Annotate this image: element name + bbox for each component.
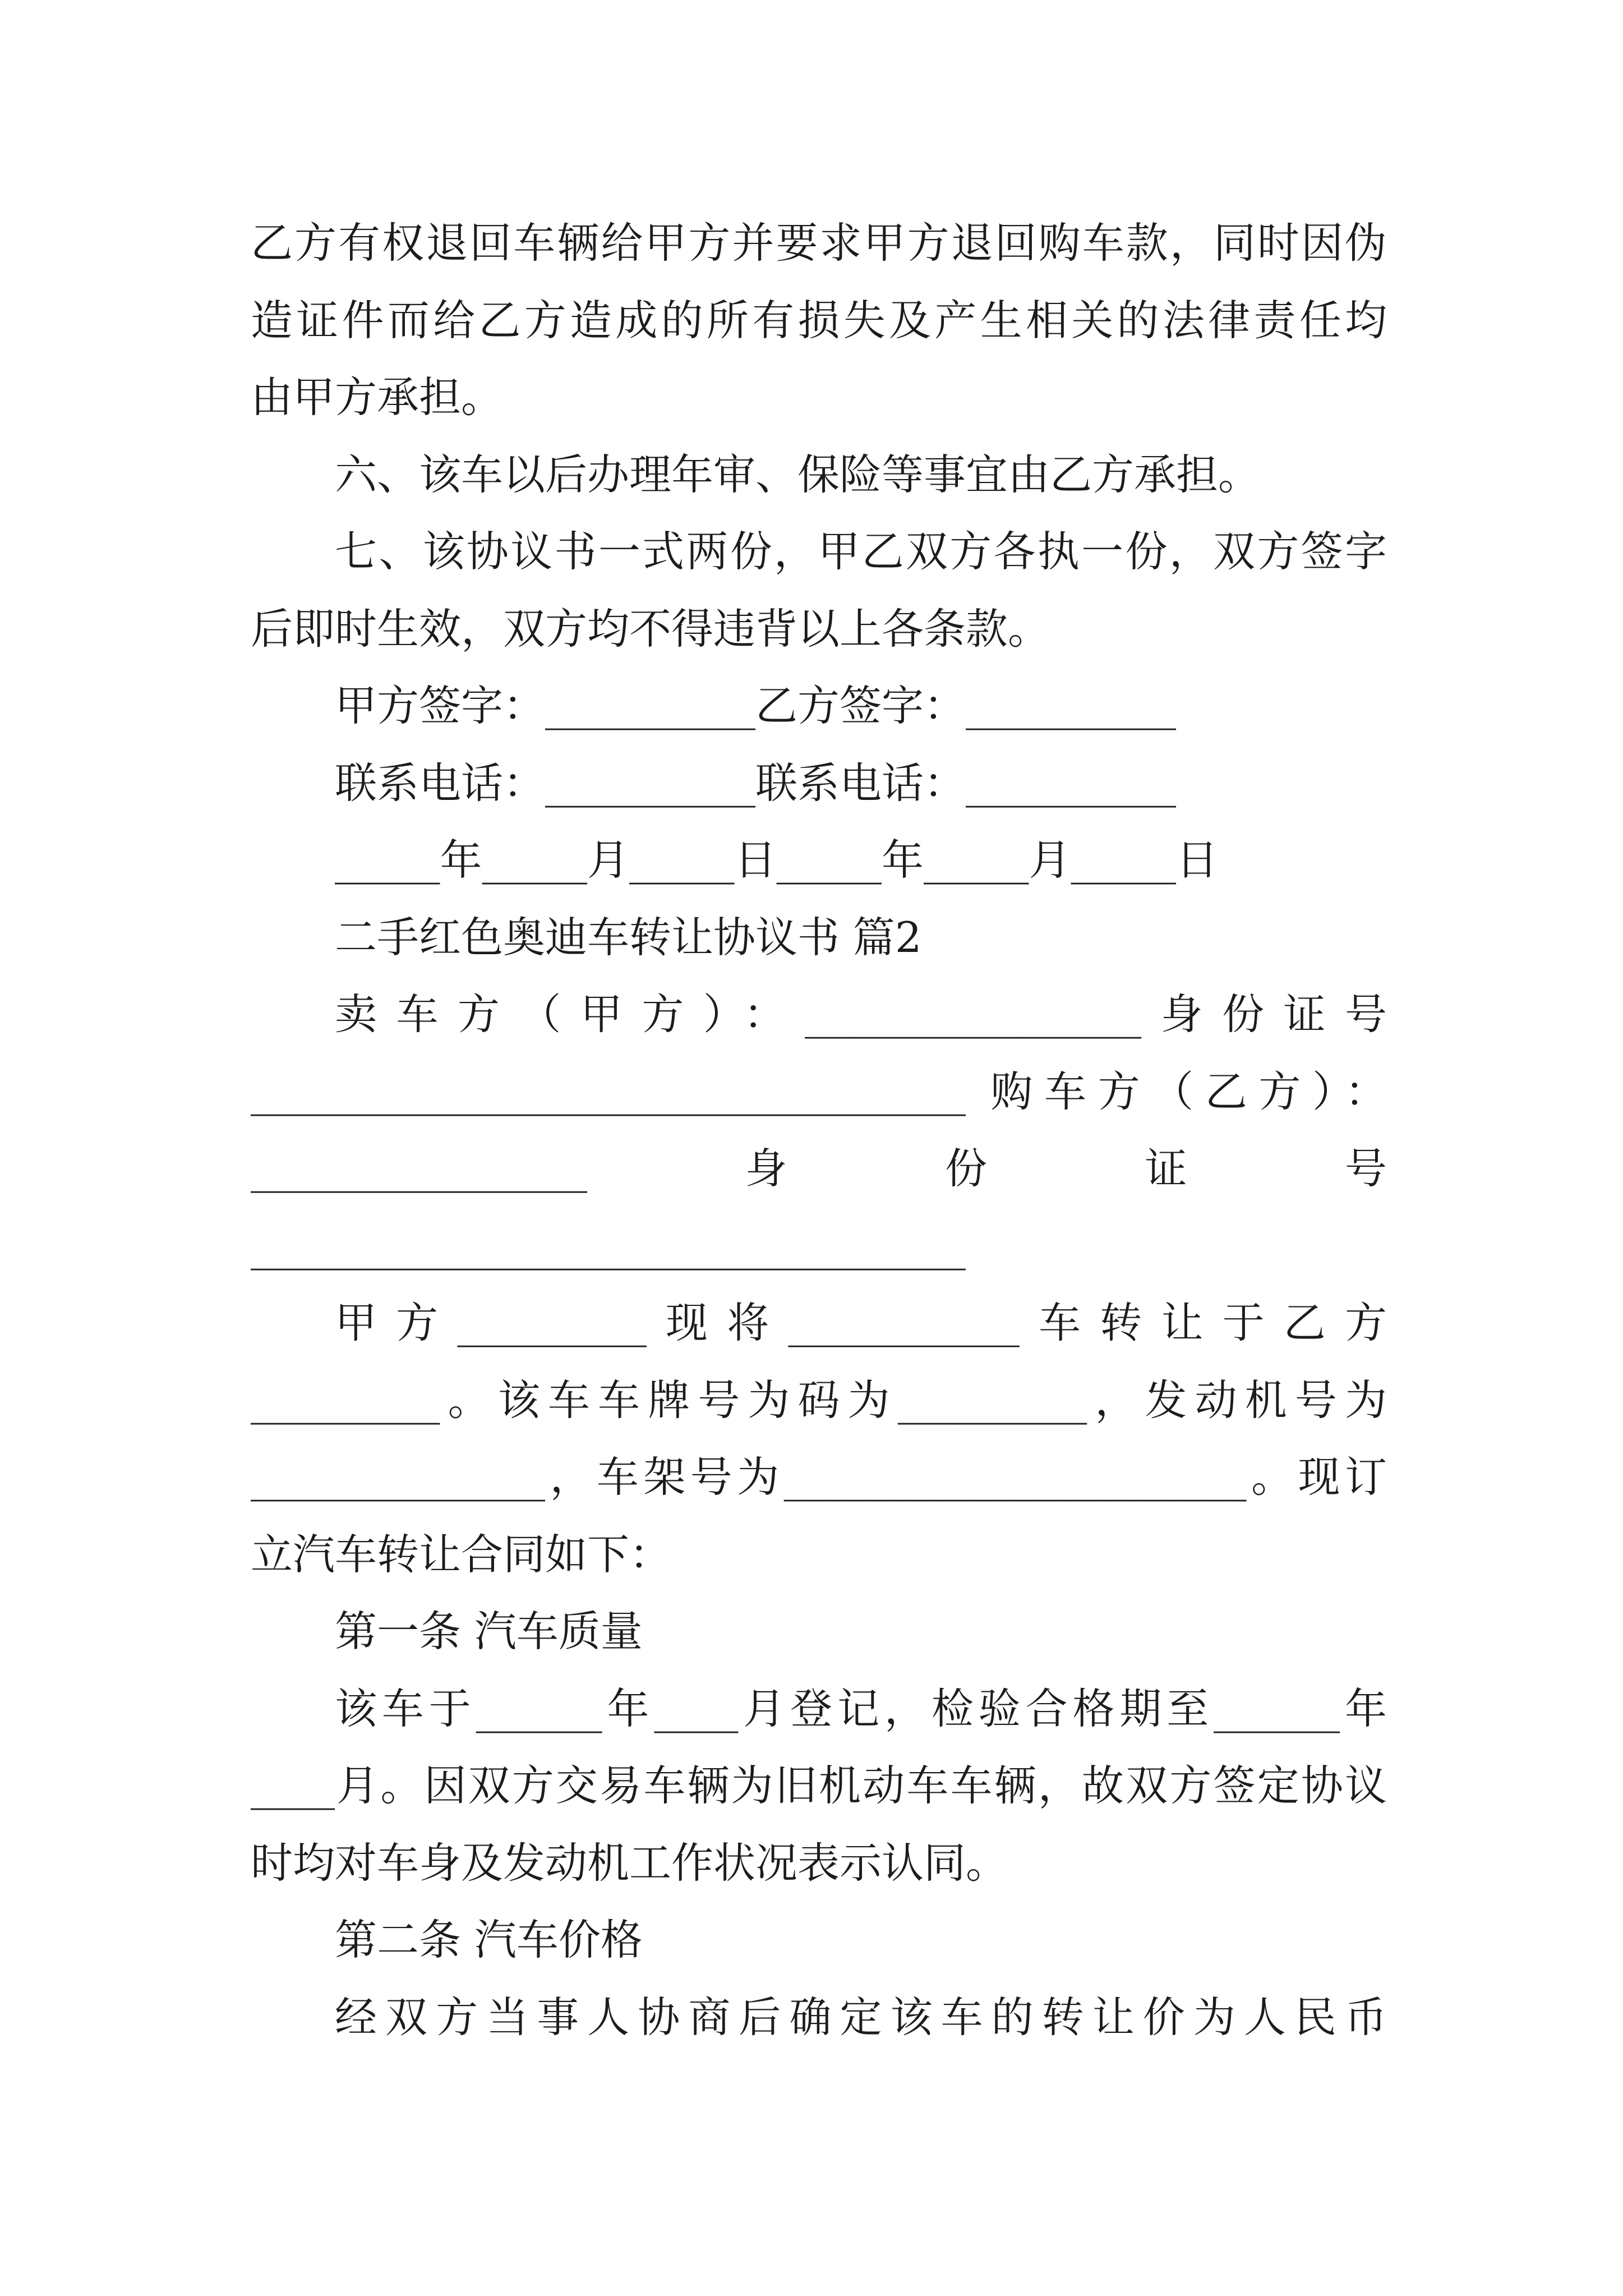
parties-line-2: __________________________________ 购车方（乙方）：: [251, 1066, 1387, 1116]
signature-row: [251, 668, 1387, 745]
party-b-date: _____年_____月_____日: [776, 835, 1219, 885]
clause-7-line-1: 七、该协议书一式两份，甲乙双方各执一份，双方签字: [335, 527, 1387, 576]
article-1-line-1: 该车于______年____月登记，检验合格期至______年: [335, 1683, 1387, 1733]
party-b-signature-blank: __________: [966, 681, 1177, 730]
party-a-phone-label: 联系电话：: [335, 758, 546, 808]
transfer-line-3: ______________，车架号为______________________。现订: [251, 1452, 1387, 1502]
article-1-line-2: ____月。因双方交易车辆为旧机动车车辆，故双方签定协议: [251, 1761, 1387, 1810]
transfer-line-2: _________。该车车牌号为码为_________，发动机号为: [251, 1375, 1387, 1425]
article-2-line-1: 经双方当事人协商后确定该车的转让价为人民币: [335, 1992, 1387, 2042]
transfer-line-1: 甲方_________现将___________车转让于乙方: [335, 1298, 1387, 1347]
party-a-date: _____年_____月_____日: [335, 835, 777, 885]
date-row: [251, 822, 1387, 899]
party-a-signature-blank: __________: [545, 681, 756, 730]
parties-line-4: __________________________________: [251, 1221, 966, 1271]
document-body: [251, 205, 1387, 2056]
transfer-line-4: 立汽车转让合同如下：: [251, 1529, 672, 1579]
clause-5-line-2: 造证件而给乙方造成的所有损失及产生相关的法律责任均: [251, 295, 1387, 345]
article-2-title: 第二条 汽车价格: [335, 1915, 643, 1964]
party-a-signature-label: 甲方签字：: [335, 681, 546, 730]
party-b-signature-label: 乙方签字：: [755, 681, 966, 730]
article-1-line-3: 时均对车身及发动机工作状况表示认同。: [251, 1838, 1008, 1888]
article-1-title: 第一条 汽车质量: [335, 1607, 643, 1656]
phone-row: [251, 745, 1387, 822]
party-b-phone-label: 联系电话：: [755, 758, 966, 808]
party-b-phone-blank: __________: [966, 758, 1177, 808]
part-2-heading: 二手红色奥迪车转让协议书 篇2: [335, 912, 922, 962]
parties-line-1: 卖车方（甲方）：________________身份证号: [335, 990, 1387, 1039]
clause-6: 六、该车以后办理年审、保险等事宜由乙方承担。: [335, 449, 1261, 499]
clause-7-line-2: 后即时生效，双方均不得违背以上各条款。: [251, 604, 1050, 654]
clause-5-line-1: 乙方有权退回车辆给甲方并要求甲方退回购车款，同时因伪: [251, 218, 1387, 268]
parties-line-3: ________________身份证号: [251, 1144, 1387, 1193]
party-a-phone-blank: __________: [545, 758, 756, 808]
clause-5-line-3: 由甲方承担。: [251, 372, 504, 422]
